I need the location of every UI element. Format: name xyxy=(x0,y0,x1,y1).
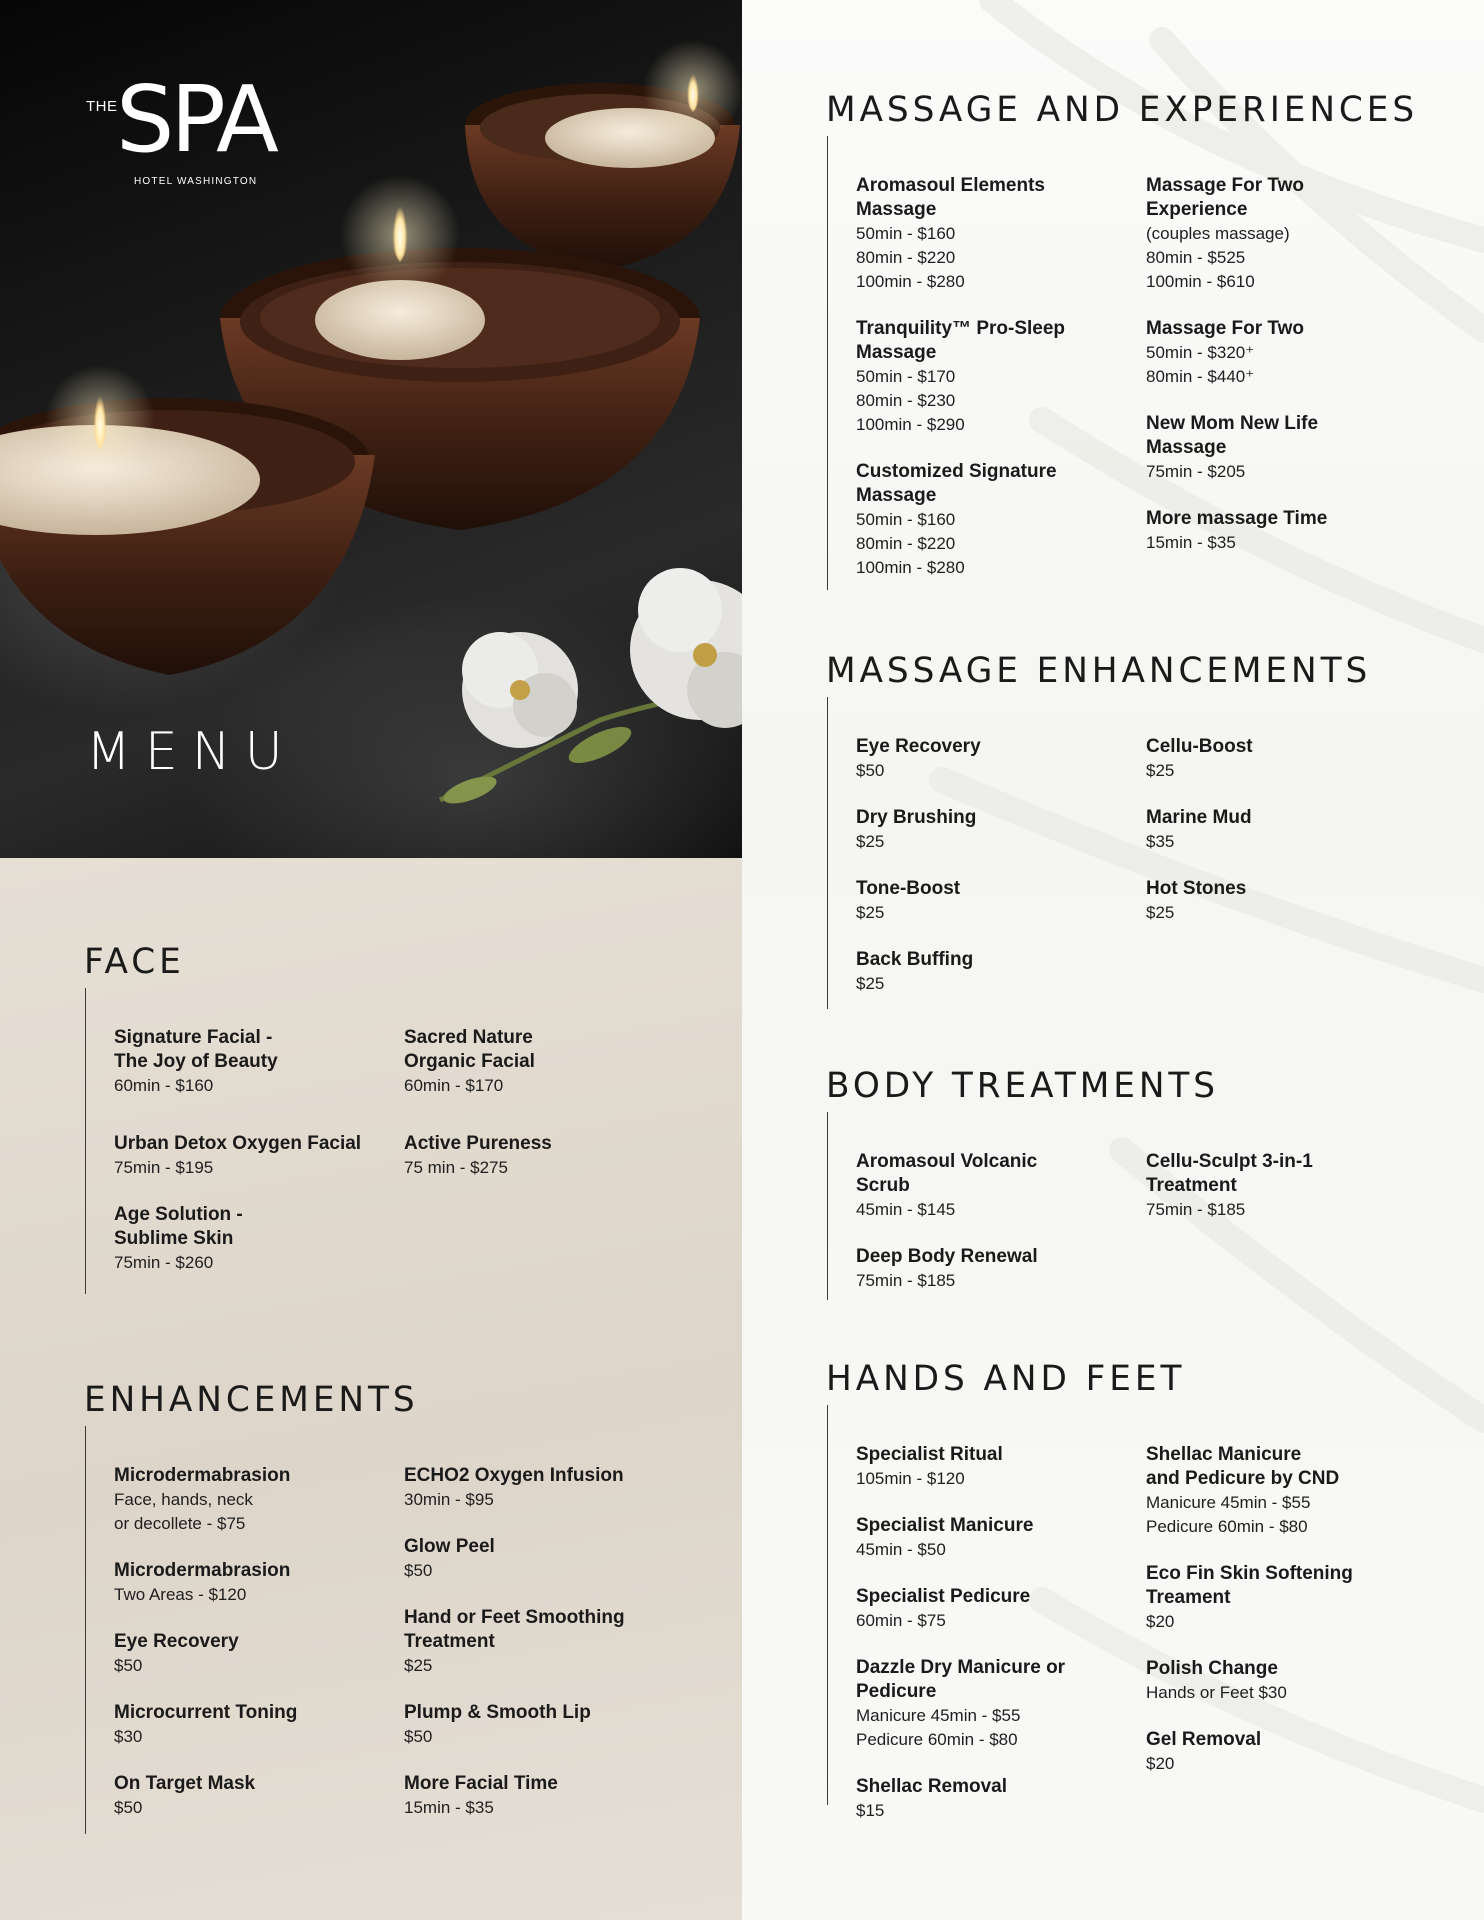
item-price: $25 xyxy=(856,903,885,922)
item-price: $25 xyxy=(1146,903,1175,922)
item-name: Specialist Manicure xyxy=(856,1515,1034,1536)
item-price: 50min - $160 80min - $220 100min - $280 xyxy=(856,224,965,291)
menu-item xyxy=(404,1701,694,1749)
item-name: Gel Removal xyxy=(1146,1729,1262,1750)
menu-item xyxy=(856,460,1146,580)
column-right xyxy=(1146,1150,1436,1293)
menu-item xyxy=(404,1026,694,1098)
item-name: Marine Mud xyxy=(1146,807,1252,828)
item-price: $25 xyxy=(404,1656,433,1675)
section-body xyxy=(85,1426,694,1834)
item-price: 45min - $145 xyxy=(856,1200,956,1219)
menu-item xyxy=(856,1514,1146,1562)
menu-item xyxy=(856,1775,1146,1823)
menu-item xyxy=(114,1772,404,1820)
item-name: Microdermabrasion xyxy=(114,1465,291,1486)
item-name: Hot Stones xyxy=(1146,878,1247,899)
menu-item xyxy=(1146,1443,1436,1539)
item-price: $50 xyxy=(114,1656,143,1675)
item-name: Tone-Boost xyxy=(856,878,961,899)
item-name: Back Buffing xyxy=(856,949,974,970)
item-name: More Facial Time xyxy=(404,1773,558,1794)
menu-item xyxy=(1146,507,1436,555)
section-title: HANDS AND FEET xyxy=(826,1359,1186,1399)
right-panel xyxy=(742,0,1484,1920)
section-title: BODY TREATMENTS xyxy=(826,1066,1219,1106)
section-face xyxy=(84,942,694,1294)
item-name: Microdermabrasion xyxy=(114,1560,291,1581)
item-name: Age Solution - Sublime Skin xyxy=(114,1204,243,1249)
item-price: 50min - $170 80min - $230 100min - $290 xyxy=(856,367,965,434)
item-price: Hands or Feet $30 xyxy=(1146,1683,1287,1702)
item-price: $50 xyxy=(404,1561,433,1580)
section-massage xyxy=(826,90,1436,590)
logo-spa: SPA xyxy=(116,66,275,173)
item-price: 50min - $160 80min - $220 100min - $280 xyxy=(856,510,965,577)
item-price: 45min - $50 xyxy=(856,1540,946,1559)
item-price: 75min - $195 xyxy=(114,1158,214,1177)
section-title: ENHANCEMENTS xyxy=(84,1380,419,1420)
section-body xyxy=(827,1405,1436,1820)
item-price: 60min - $170 xyxy=(404,1076,504,1095)
item-name: ECHO2 Oxygen Infusion xyxy=(404,1465,624,1486)
section-massage-enhancements xyxy=(826,651,1436,1009)
column-right xyxy=(404,1026,694,1275)
item-price: 75min - $205 xyxy=(1146,462,1246,481)
item-name: Cellu-Sculpt 3-in-1 Treatment xyxy=(1146,1151,1313,1196)
menu-item xyxy=(1146,1150,1436,1222)
item-price: Manicure 45min - $55 Pedicure 60min - $80 xyxy=(1146,1493,1311,1536)
menu-item xyxy=(1146,806,1436,854)
item-name: Signature Facial - The Joy of Beauty xyxy=(114,1027,278,1072)
column-right xyxy=(1146,1443,1436,1823)
item-price: 30min - $95 xyxy=(404,1490,494,1509)
menu-item xyxy=(114,1132,404,1180)
logo-the: THE xyxy=(86,98,118,115)
item-price: $35 xyxy=(1146,832,1175,851)
item-price: $15 xyxy=(856,1801,885,1820)
item-name: Sacred Nature Organic Facial xyxy=(404,1027,535,1072)
item-name: Active Pureness xyxy=(404,1133,552,1154)
item-name: On Target Mask xyxy=(114,1773,256,1794)
menu-item xyxy=(856,1585,1146,1633)
menu-item xyxy=(114,1559,404,1607)
item-name: Eye Recovery xyxy=(856,736,981,757)
item-price: 75min - $185 xyxy=(856,1271,956,1290)
item-name: Deep Body Renewal xyxy=(856,1246,1038,1267)
item-name: Microcurrent Toning xyxy=(114,1702,298,1723)
menu-item xyxy=(1146,1728,1436,1776)
item-name: Eco Fin Skin Softening Treament xyxy=(1146,1563,1353,1608)
item-name: Aromasoul Volcanic Scrub xyxy=(856,1151,1038,1196)
section-title: MASSAGE AND EXPERIENCES xyxy=(826,90,1419,130)
item-price: $25 xyxy=(856,832,885,851)
item-price: 75min - $185 xyxy=(1146,1200,1246,1219)
item-name: Shellac Manicure and Pedicure by CND xyxy=(1146,1444,1340,1489)
menu-item xyxy=(404,1132,694,1180)
column-right xyxy=(404,1464,694,1820)
item-price: 50min - $320⁺ 80min - $440⁺ xyxy=(1146,343,1255,386)
item-price: $25 xyxy=(1146,761,1175,780)
item-price: $50 xyxy=(404,1727,433,1746)
item-price: $20 xyxy=(1146,1754,1175,1773)
item-price: Manicure 45min - $55 Pedicure 60min - $80 xyxy=(856,1706,1021,1749)
item-price: $30 xyxy=(114,1727,143,1746)
section-body xyxy=(85,988,694,1294)
column-left xyxy=(856,1150,1146,1293)
item-name: Dry Brushing xyxy=(856,807,977,828)
section-hands-feet xyxy=(826,1359,1436,1820)
section-title: MASSAGE ENHANCEMENTS xyxy=(826,651,1372,691)
column-left xyxy=(856,1443,1146,1823)
menu-title: MENU xyxy=(86,722,297,782)
menu-item xyxy=(856,1443,1146,1491)
item-name: Customized Signature Massage xyxy=(856,461,1057,506)
menu-item xyxy=(1146,317,1436,389)
item-price: 75 min - $275 xyxy=(404,1158,508,1177)
menu-item xyxy=(404,1606,694,1678)
menu-item xyxy=(114,1464,404,1536)
item-name: Massage For Two xyxy=(1146,318,1305,339)
item-price: Two Areas - $120 xyxy=(114,1585,247,1604)
menu-item xyxy=(1146,1657,1436,1705)
item-name: More massage Time xyxy=(1146,508,1328,529)
item-name: Cellu-Boost xyxy=(1146,736,1253,757)
section-body-treatments xyxy=(826,1066,1436,1300)
menu-item xyxy=(404,1535,694,1583)
menu-item xyxy=(1146,1562,1436,1634)
item-name: Eye Recovery xyxy=(114,1631,239,1652)
item-name: Specialist Pedicure xyxy=(856,1586,1031,1607)
section-body xyxy=(827,136,1436,590)
item-price: $25 xyxy=(856,974,885,993)
section-enhancements xyxy=(84,1380,694,1834)
menu-item xyxy=(404,1772,694,1820)
menu-item xyxy=(114,1630,404,1678)
menu-item xyxy=(114,1203,404,1275)
menu-item xyxy=(856,174,1146,294)
menu-item xyxy=(856,735,1146,783)
menu-item xyxy=(856,317,1146,437)
menu-item xyxy=(856,1245,1146,1293)
section-body xyxy=(827,1112,1436,1300)
item-name: Aromasoul Elements Massage xyxy=(856,175,1045,220)
menu-item xyxy=(856,806,1146,854)
column-right xyxy=(1146,174,1436,580)
item-price: $50 xyxy=(856,761,885,780)
hero-image xyxy=(0,0,742,858)
item-price: 15min - $35 xyxy=(404,1798,494,1817)
menu-item xyxy=(114,1026,404,1098)
item-price: 60min - $160 xyxy=(114,1076,214,1095)
item-name: Hand or Feet Smoothing Treatment xyxy=(404,1607,625,1652)
menu-item xyxy=(856,1656,1146,1752)
menu-item xyxy=(856,948,1146,996)
section-title: FACE xyxy=(84,942,185,982)
menu-item xyxy=(1146,412,1436,484)
column-left xyxy=(114,1026,404,1275)
logo-location: HOTEL WASHINGTON xyxy=(134,176,258,187)
menu-item xyxy=(114,1701,404,1749)
item-name: Glow Peel xyxy=(404,1536,495,1557)
item-name: Urban Detox Oxygen Facial xyxy=(114,1133,362,1154)
item-name: Dazzle Dry Manicure or Pedicure xyxy=(856,1657,1066,1702)
menu-item xyxy=(1146,735,1436,783)
section-body xyxy=(827,697,1436,1009)
menu-item xyxy=(1146,174,1436,294)
item-price: Face, hands, neck or decollete - $75 xyxy=(114,1490,253,1533)
item-name: Polish Change xyxy=(1146,1658,1278,1679)
menu-item xyxy=(856,1150,1146,1222)
menu-item xyxy=(404,1464,694,1512)
column-left xyxy=(856,174,1146,580)
item-price: 105min - $120 xyxy=(856,1469,965,1488)
item-price: (couples massage) 80min - $525 100min - $610 xyxy=(1146,224,1290,291)
item-name: Plump & Smooth Lip xyxy=(404,1702,591,1723)
item-name: Shellac Removal xyxy=(856,1776,1008,1797)
item-price: $50 xyxy=(114,1798,143,1817)
menu-item xyxy=(856,877,1146,925)
column-right xyxy=(1146,735,1436,996)
item-price: 15min - $35 xyxy=(1146,533,1236,552)
column-left xyxy=(114,1464,404,1820)
item-name: Tranquility™ Pro-Sleep Massage xyxy=(856,318,1066,363)
item-name: Specialist Ritual xyxy=(856,1444,1003,1465)
item-price: $20 xyxy=(1146,1612,1175,1631)
menu-item xyxy=(1146,877,1436,925)
column-left xyxy=(856,735,1146,996)
item-name: Massage For Two Experience xyxy=(1146,175,1305,220)
item-price: 60min - $75 xyxy=(856,1611,946,1630)
item-name: New Mom New Life Massage xyxy=(1146,413,1319,458)
item-price: 75min - $260 xyxy=(114,1253,214,1272)
